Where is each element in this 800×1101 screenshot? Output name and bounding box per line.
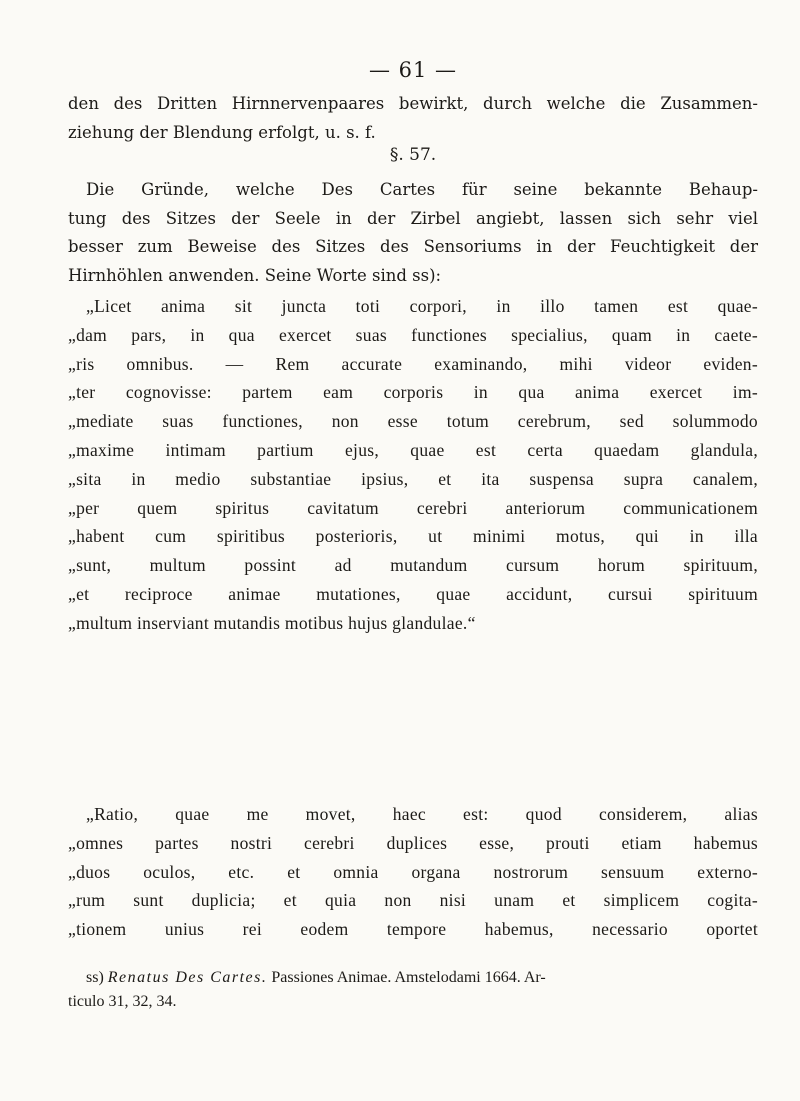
quote-line: „maxime intimam partium ejus, quae est certa quaedam glandula, bbox=[68, 439, 758, 460]
quote-line: „Ratio, quae me movet, haec est: quod considerem, alias bbox=[86, 804, 758, 824]
quote-line: „habent cum spiritibus posterioris, ut minimi motus, qui in illa bbox=[68, 526, 758, 547]
text-line: ziehung der Blendung erfolgt, u. s. f. bbox=[68, 122, 376, 142]
footnote-author: Renatus Des Cartes. bbox=[107, 969, 268, 986]
latin-quote-1 bbox=[68, 292, 758, 638]
footnote-line-2: ticulo 31, 32, 34. bbox=[68, 993, 177, 1010]
top-paragraph bbox=[68, 90, 758, 147]
quote-line: „omnes partes nostri cerebri duplices esse, prouti etiam habemus bbox=[68, 832, 758, 853]
text-line: Die Gründe, welche Des Cartes für seine bekannte Behaup- bbox=[86, 180, 758, 199]
text-line: Hirnhöhlen anwenden. Seine Worte sind ss): bbox=[68, 265, 442, 285]
quote-line: „dam pars, in qua exercet suas functiones specialius, quam in caete- bbox=[68, 324, 758, 345]
latin-quote-2 bbox=[68, 800, 758, 944]
page-number: — 61 — bbox=[368, 58, 458, 82]
footnote bbox=[68, 966, 758, 1014]
section-heading: §. 57. bbox=[389, 145, 437, 165]
quote-line: „sunt, multum possint ad mutandum cursum horum spirituum, bbox=[68, 555, 758, 576]
quote-line: „et reciproce animae mutationes, quae accidunt, cursui spirituum bbox=[68, 583, 758, 604]
text-line: besser zum Beweise des Sitzes des Sensoriums in der Feuchtigkeit der bbox=[68, 237, 758, 256]
quote-line: „mediate suas functiones, non esse totum cerebrum, sed solummodo bbox=[68, 411, 758, 432]
text-line: den des Dritten Hirnnervenpaares bewirkt, durch welche die Zusammen- bbox=[68, 94, 758, 113]
quote-line: „per quem spiritus cavitatum cerebri anteriorum communicationem bbox=[68, 497, 758, 518]
quote-line: „ris omnibus. — Rem accurate examinando, mihi videor eviden- bbox=[68, 353, 758, 374]
quote-line: „Licet anima sit juncta toti corpori, in illo tamen est quae- bbox=[86, 296, 758, 316]
footnote-line-1 bbox=[68, 966, 758, 990]
quote-line: „rum sunt duplicia; et quia non nisi unam et simplicem cogita- bbox=[68, 890, 758, 911]
footnote-text: Passiones Animae. Amstelodami 1664. Ar- bbox=[271, 969, 546, 986]
quote-line: „sita in medio substantiae ipsius, et ita suspensa supra canalem, bbox=[68, 468, 758, 489]
text-line: tung des Sitzes der Seele in der Zirbel angiebt, lassen sich sehr viel bbox=[68, 208, 758, 228]
quote-line: „ter cognovisse: partem eam corporis in qua anima exercet im- bbox=[68, 382, 758, 403]
quote-line: „tionem unius rei eodem tempore habemus, necessario oportet bbox=[68, 919, 758, 940]
footnote-marker: ss) bbox=[86, 969, 104, 986]
quote-line: „multum inserviant mutandis motibus hujus glandulae.“ bbox=[68, 612, 476, 633]
german-paragraph bbox=[68, 176, 758, 290]
quote-line: „duos oculos, etc. et omnia organa nostrorum sensuum externo- bbox=[68, 861, 758, 882]
